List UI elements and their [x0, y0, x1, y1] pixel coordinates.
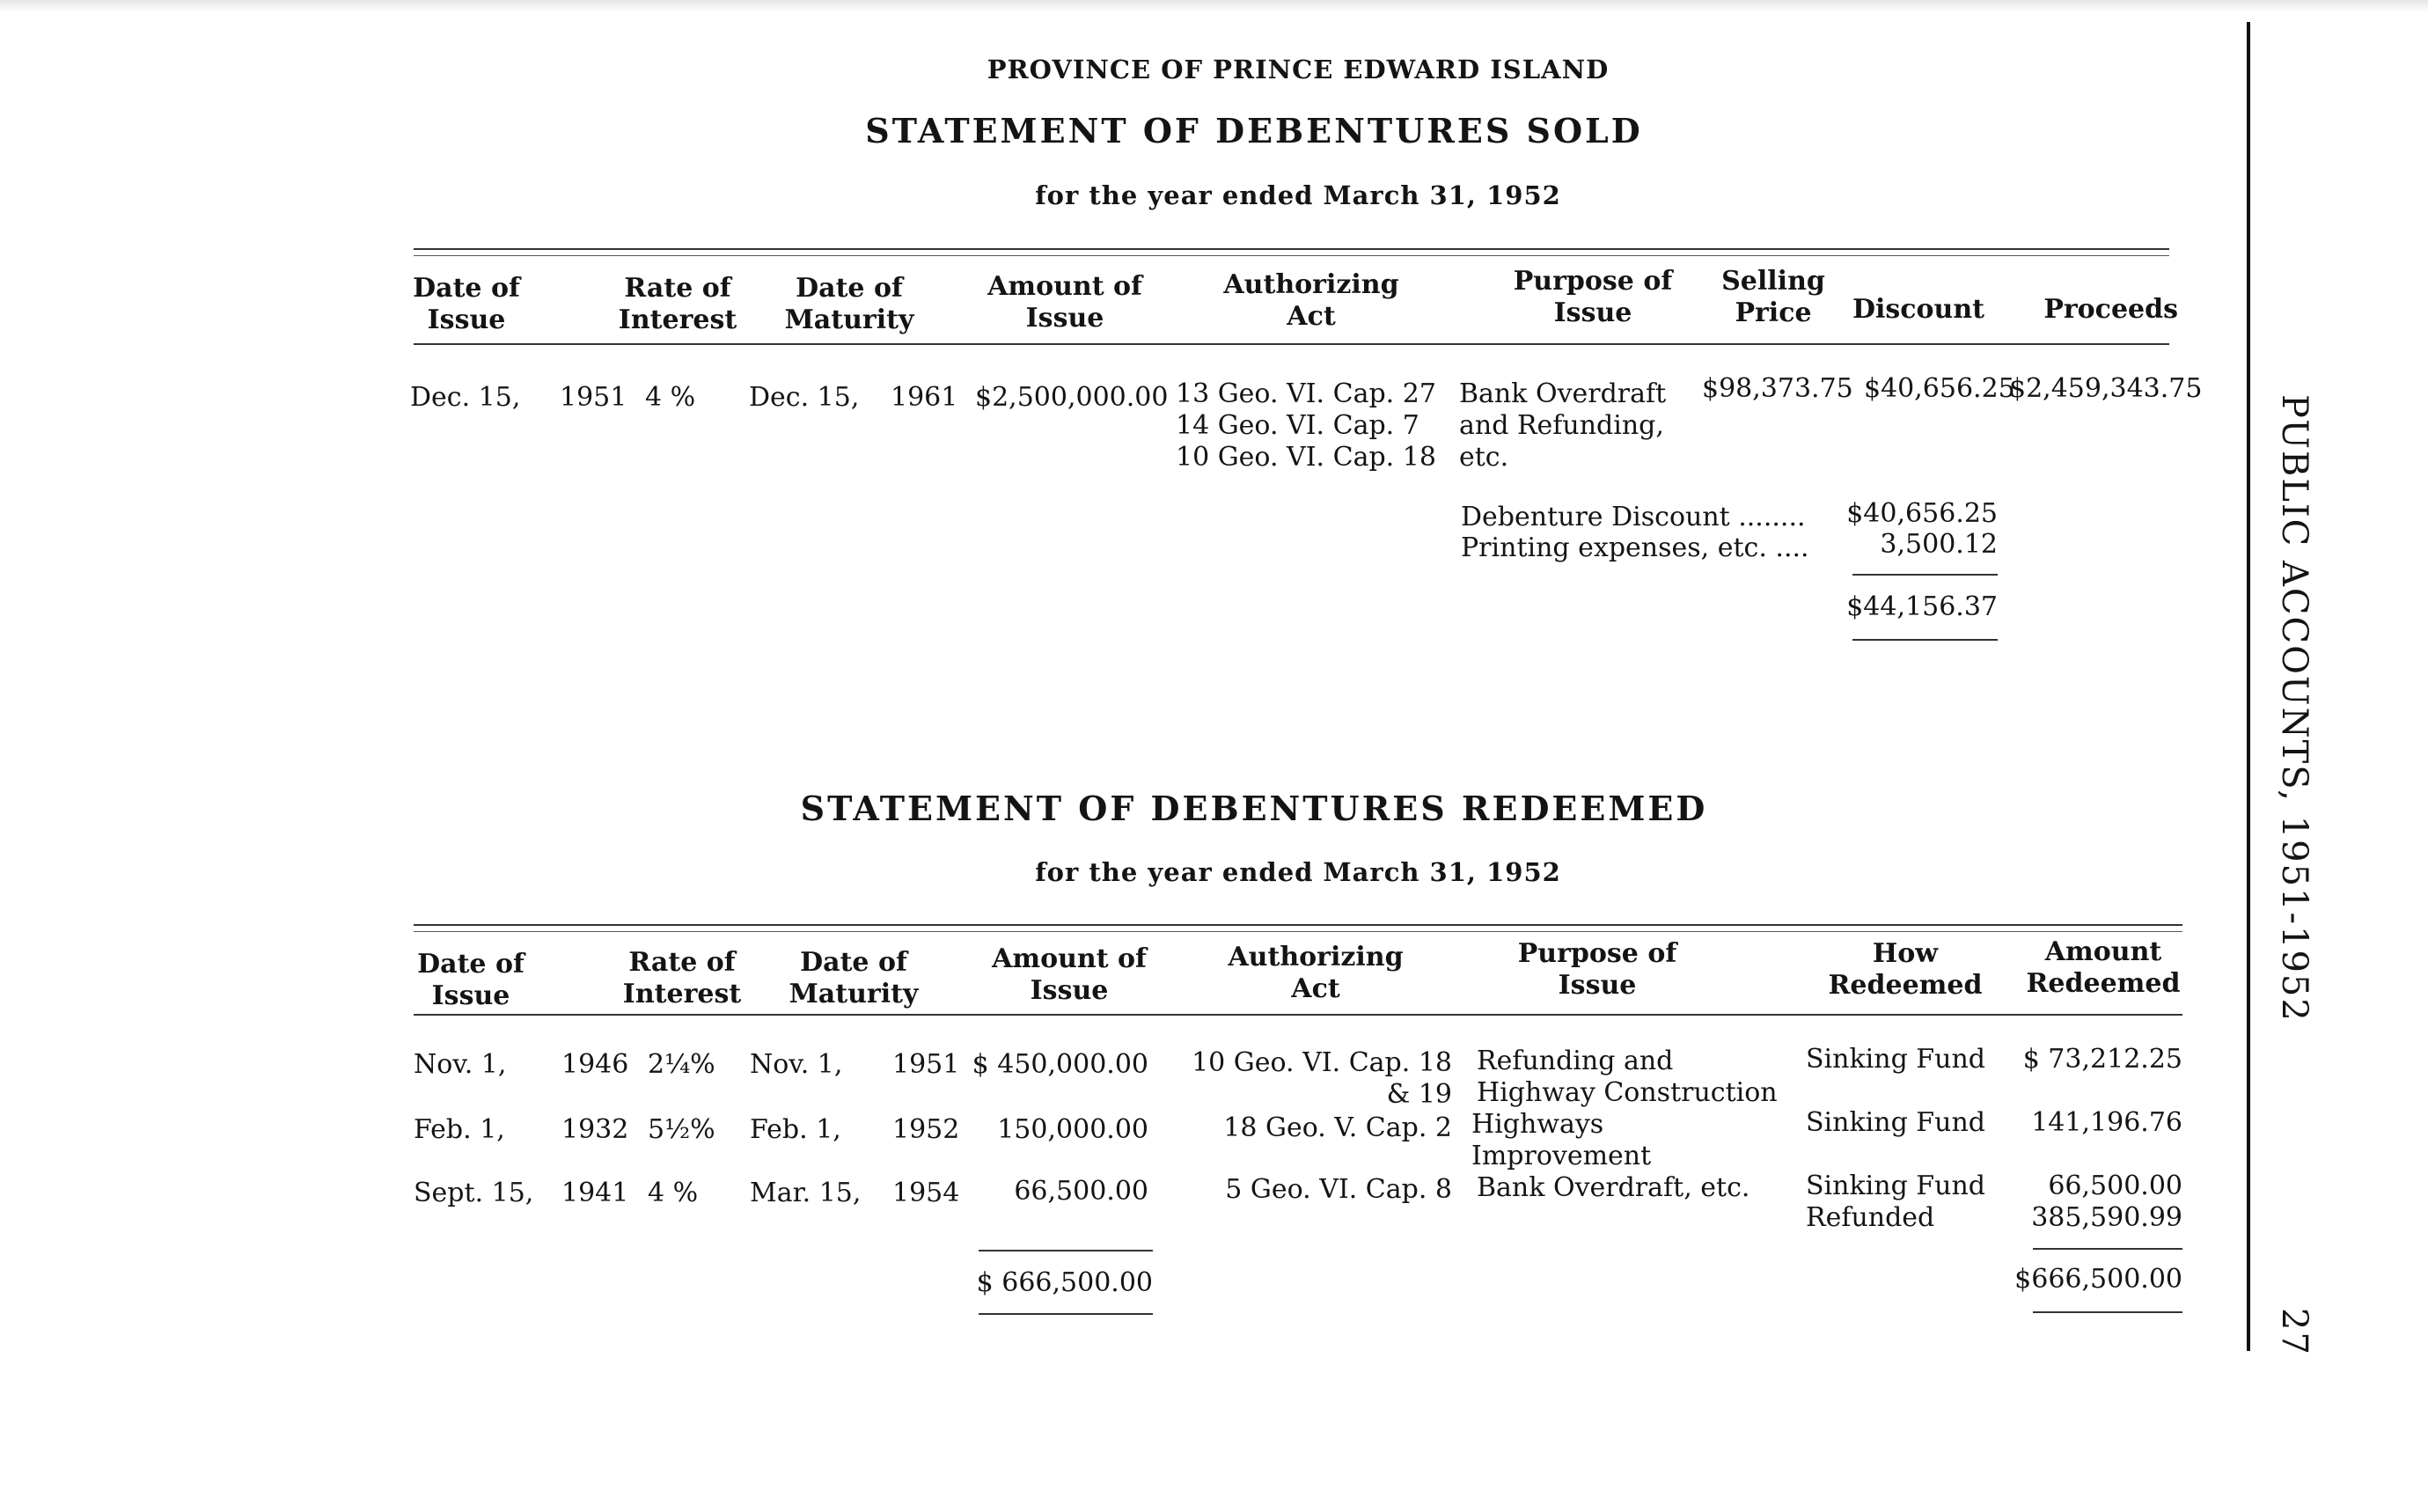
r3-amount: 66,500.00 — [1014, 1176, 1148, 1207]
col-discount: Discount — [1852, 294, 1985, 325]
rcol-how-redeemed: How Redeemed — [1828, 938, 1983, 1001]
redeemed-header-bottom-rule — [414, 1014, 2182, 1016]
rcol-amount-of-issue: Amount of Issue — [992, 943, 1147, 1006]
r1-year: 1946 — [561, 1049, 629, 1080]
r3-act: 5 Geo. VI. Cap. 8 — [1225, 1174, 1452, 1205]
col-rate-of-interest: Rate of Interest — [618, 273, 737, 335]
amount-total-rule — [979, 1313, 1153, 1315]
rcol-authorizing-act: Authorizing Act — [1228, 942, 1404, 1004]
r3-redeemed: 66,500.00 385,590.99 — [2031, 1171, 2182, 1233]
r3-how: Sinking Fund Refunded — [1806, 1171, 1985, 1233]
r2-date: Feb. 1, — [414, 1114, 505, 1145]
r1-redeemed: $ 73,212.25 — [2022, 1044, 2182, 1075]
r3-maturity-year: 1954 — [892, 1178, 960, 1208]
sold-selling-price: $98,373.75 — [1702, 373, 1853, 404]
running-head: PUBLIC ACCOUNTS, 1951-1952 — [2274, 394, 2314, 1023]
sold-discount: $40,656.25 — [1864, 373, 2015, 404]
sold-acts: 13 Geo. VI. Cap. 27 14 Geo. VI. Cap. 7 10 Geo. VI. Cap. 18 — [1176, 378, 1436, 473]
sold-table-top-rule — [414, 248, 2169, 250]
amount-sum-rule — [979, 1250, 1153, 1251]
sold-table-top-rule-2 — [414, 255, 2169, 256]
col-amount-of-issue: Amount of Issue — [987, 271, 1142, 334]
redeemed-table-top-rule-2 — [414, 931, 2182, 932]
r3-date: Sept. 15, — [414, 1178, 534, 1208]
margin-vertical-rule — [2247, 22, 2250, 1351]
summary-sum-rule — [1852, 574, 1998, 576]
col-purpose-of-issue: Purpose of Issue — [1513, 266, 1673, 328]
rcol-date-of-issue: Date of Issue — [417, 949, 524, 1011]
r3-maturity: Mar. 15, — [750, 1178, 862, 1208]
summary-total: $44,156.37 — [1846, 591, 1998, 622]
rcol-date-of-maturity: Date of Maturity — [789, 947, 919, 1009]
sold-proceeds: $2,459,343.75 — [2009, 373, 2203, 404]
col-proceeds: Proceeds — [2043, 294, 2178, 325]
col-date-of-issue: Date of Issue — [413, 273, 520, 335]
r3-purpose: Bank Overdraft, etc. — [1477, 1172, 1750, 1203]
summary-total-rule — [1852, 639, 1998, 641]
redeemed-table-top-rule — [414, 924, 2182, 926]
r1-amount: $ 450,000.00 — [972, 1049, 1148, 1080]
r2-maturity-year: 1952 — [892, 1114, 960, 1145]
r2-redeemed: 141,196.76 — [2031, 1107, 2182, 1138]
col-authorizing-act: Authorizing Act — [1223, 269, 1399, 332]
printing-expenses-label: Printing expenses, etc. .... — [1461, 532, 1809, 563]
r2-how: Sinking Fund — [1806, 1107, 1985, 1138]
scan-edge-shade — [0, 0, 2428, 12]
rcol-purpose-of-issue: Purpose of Issue — [1517, 938, 1677, 1001]
redeemed-sum-rule — [2033, 1248, 2182, 1250]
r2-rate: 5½% — [648, 1114, 715, 1145]
province-title: PROVINCE OF PRINCE EDWARD ISLAND — [987, 55, 1610, 84]
r1-maturity: Nov. 1, — [750, 1049, 843, 1080]
r2-purpose: Highways Improvement — [1471, 1109, 1652, 1171]
sold-statement-title: STATEMENT OF DEBENTURES SOLD — [865, 111, 1643, 150]
r3-year: 1941 — [561, 1178, 629, 1208]
printing-expenses-value: 3,500.12 — [1880, 529, 1998, 560]
debenture-discount-label: Debenture Discount ........ — [1461, 502, 1806, 532]
redeemed-statement-title: STATEMENT OF DEBENTURES REDEEMED — [800, 789, 1708, 828]
sold-issue-year: 1951 — [560, 382, 627, 413]
page-number: 27 — [2274, 1308, 2314, 1356]
col-selling-price: Selling Price — [1721, 266, 1825, 328]
rcol-rate-of-interest: Rate of Interest — [622, 947, 742, 1009]
sold-header-bottom-rule — [414, 343, 2169, 345]
r1-purpose: Refunding and Highway Construction — [1477, 1046, 1778, 1108]
r2-maturity: Feb. 1, — [750, 1114, 841, 1145]
r1-act: 10 Geo. VI. Cap. 18 & 19 — [1192, 1047, 1452, 1110]
r3-rate: 4 % — [648, 1178, 699, 1208]
redeemed-total-rule — [2033, 1311, 2182, 1313]
sold-purpose: Bank Overdraft and Refunding, etc. — [1459, 378, 1667, 473]
col-date-of-maturity: Date of Maturity — [784, 273, 914, 335]
r1-rate: 2¼% — [648, 1049, 715, 1080]
sold-maturity: Dec. 15, — [749, 382, 860, 413]
sold-maturity-year: 1961 — [891, 382, 958, 413]
sold-rate: 4 % — [645, 382, 696, 413]
r2-amount: 150,000.00 — [997, 1114, 1148, 1145]
r2-act: 18 Geo. V. Cap. 2 — [1223, 1112, 1452, 1143]
total-amount-redeemed: $666,500.00 — [2014, 1264, 2182, 1295]
debenture-discount-value: $40,656.25 — [1846, 498, 1998, 529]
r1-how: Sinking Fund — [1806, 1044, 1985, 1075]
redeemed-statement-subtitle: for the year ended March 31, 1952 — [1035, 857, 1561, 887]
r2-year: 1932 — [561, 1114, 629, 1145]
sold-amount: $2,500,000.00 — [975, 382, 1169, 413]
total-amount-of-issue: $ 666,500.00 — [976, 1267, 1153, 1298]
r1-maturity-year: 1951 — [892, 1049, 960, 1080]
r1-date: Nov. 1, — [414, 1049, 507, 1080]
sold-date-of-issue: Dec. 15, — [410, 382, 521, 413]
sold-statement-subtitle: for the year ended March 31, 1952 — [1035, 180, 1561, 210]
rcol-amount-redeemed: Amount Redeemed — [2026, 936, 2181, 999]
